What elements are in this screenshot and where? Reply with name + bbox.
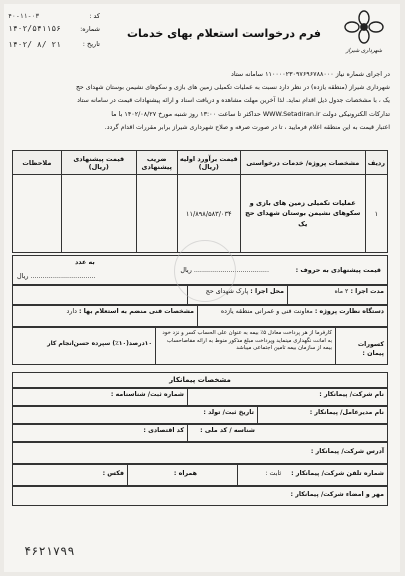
duration-cell — [287, 286, 387, 304]
contractor-row-3 — [12, 424, 388, 442]
handwritten-number: ۴۶۲۱۷۹۹ — [24, 544, 75, 558]
deductions-row — [12, 327, 388, 365]
header-offer: قیمت پیشنهادی (ریال) — [61, 151, 136, 175]
supervision-row — [12, 305, 388, 327]
cell-estimate: ۱۱/۸۹۸/۵۸۳/۰۳۴ — [177, 175, 240, 253]
manager-cell — [257, 407, 387, 423]
contractor-title-row — [12, 372, 388, 388]
table-header-row — [13, 151, 388, 175]
birth-cell — [11, 407, 257, 423]
header-estimate: قیمت برآورد اولیه (ریال) — [177, 151, 240, 175]
birth-label: تاریخ ثبت/ تولد : — [203, 409, 254, 416]
intro-line-4: اعتبار قیمت به این منطقه اعلام فرمایید ، تا در صورت صرفه و صلاح شهرداری شیراز برابر مقررات اقدام گردد. — [104, 124, 390, 131]
header-coef: ضریب پیشنهادی — [136, 151, 177, 175]
duration-label: مدت اجرا : — [350, 288, 384, 295]
tech-spec-label: مشخصات فنی منضم به استعلام بها : — [78, 308, 194, 315]
phone-cell — [237, 465, 387, 485]
logo-caption: شهرداری شیراز — [345, 48, 383, 54]
fax-label: فکس : — [102, 470, 124, 477]
date-label: تاریخ : — [82, 40, 100, 48]
fixed-label: ثابت : — [265, 470, 282, 477]
number-value: ۱۴۰۲/۵۴۱۱۵۶ — [8, 24, 61, 33]
need-number-line: در اجرای شماره نیاز ۱۱۰۰۰۰۲۳۰۹۷۶۹۶۷۸۸۰۰۰ سامانه ستاد — [231, 70, 390, 78]
header-row-number: ردیف — [365, 151, 387, 175]
supervision-label: دستگاه نظارت پروژه : — [314, 308, 384, 315]
place-value: پارک شهدای حج — [205, 288, 249, 295]
cell-offer — [61, 175, 136, 253]
national-id-label: شناسه / کد ملی : — [200, 427, 255, 434]
address-cell — [11, 443, 387, 463]
duration-value: ۲ ماه — [334, 288, 349, 295]
tech-spec-cell — [11, 306, 197, 326]
contractor-row-6 — [12, 486, 388, 506]
contractor-row-1 — [12, 388, 388, 406]
intro-line-2: یک ، با مشخصات جدول ذیل اقدام نماید. لذا آخرین مهلت مشاهده و دریافت اسناد و ارائه پیشنهادات قیمت در سامانه ستاد — [77, 97, 390, 104]
phone-label: شماره تلفن شرکت/ پیمانکار : — [291, 470, 384, 477]
code-value: ۴۰-۱۱-۰۳ — [8, 12, 40, 20]
contractor-row-5 — [12, 464, 388, 486]
company-name-cell — [187, 389, 387, 405]
form-title: فرم درخواست استعلام بهای خدمات — [126, 27, 322, 40]
company-name-label: نام شرکت/ پیمانکار : — [319, 391, 384, 398]
contractor-row-2 — [12, 406, 388, 424]
cell-spec: عملیات تکمیلی زمین های بازی و سکوهای نشیمن بوستان شهدای حج یک — [240, 175, 365, 253]
price-number-label: به عدد — [75, 258, 95, 266]
signature-cell — [11, 487, 387, 505]
deductions-text — [155, 328, 335, 364]
tech-spec-value: دارد — [66, 308, 77, 315]
date-value: ۱۴۰۲/ ۸/ ۲۱ — [8, 40, 61, 49]
document-page — [4, 4, 400, 572]
intro-line-3: تدارکات الکترونیکی دولت WWW.Setadiran.ir حداکثر تا ساعت ۱۳:۰۰ روز شنبه مورخ ۱۴۰۲/۰۸/۲۷ با ما — [111, 110, 390, 118]
cell-notes — [13, 175, 62, 253]
deductions-line-1: کارفرما از هر پرداخت معادل ۵٪ بیمه به عنوان علی الحساب کسر و نزد خود — [162, 330, 332, 336]
address-label: آدرس شرکت/ پیمانکار : — [310, 448, 384, 455]
deductions-line-2: به امانت نگهداری مینماید وپرداخت مبلغ مذکور منوط به ارائه مفاصاحساب — [166, 337, 332, 344]
mobile-label: همراه : — [173, 470, 197, 477]
header-spec: مشخصات پروژه/ خدمات درخواستی — [240, 151, 365, 175]
national-id-cell — [187, 425, 387, 441]
flower-logo-icon — [344, 10, 384, 44]
signature-label: مهر و امضاء شرکت/ پیمانکار : — [290, 491, 384, 498]
price-letters-label: قیمت پیشنهادی به حروف : — [295, 266, 381, 274]
price-letters-dots: ..................................... ریال — [180, 266, 269, 274]
contractor-title: مشخصات پیمانکار — [169, 376, 231, 384]
registration-cell — [11, 389, 187, 405]
shiraz-logo — [344, 10, 384, 56]
code-label: کد : — [89, 12, 100, 20]
price-number-dots: ................................ ریال — [17, 272, 96, 280]
deductions-side: ۱۰درصد(۱۰٪) سپرده حسن‌انجام کار — [47, 340, 152, 347]
number-label: شماره: — [80, 25, 100, 33]
watermark-stamp — [174, 240, 236, 302]
header-notes: ملاحظات — [13, 151, 62, 175]
cell-row-number: ۱ — [365, 175, 387, 253]
cell-coef — [136, 175, 177, 253]
contractor-row-4 — [12, 442, 388, 464]
registration-label: شماره ثبت/ شناسنامه : — [110, 391, 184, 398]
manager-label: نام مدیرعامل/ پیمانکار : — [309, 409, 384, 416]
items-table — [12, 150, 388, 253]
supervision-value: معاونت فنی و عمرانی منطقه یازده — [220, 308, 313, 315]
deductions-label: کسورات پیمان : — [335, 328, 387, 364]
economic-code-label: کد اقتصادی : — [143, 427, 184, 434]
deductions-line-3: بیمه از سازمان بیمه تامین اجتماعی میباشد — [236, 345, 332, 352]
place-label: محل اجرا : — [250, 288, 284, 295]
mobile-cell — [127, 465, 237, 485]
intro-line-1: شهرداری شیراز (منطقه یازده) در نظر دارد نسبت به عملیات تکمیلی زمین های بازی و سکوهای نشیمن بوستان شهدای حج — [75, 84, 390, 91]
supervision-cell — [197, 306, 387, 326]
fax-cell — [11, 465, 127, 485]
economic-code-cell — [11, 425, 187, 441]
